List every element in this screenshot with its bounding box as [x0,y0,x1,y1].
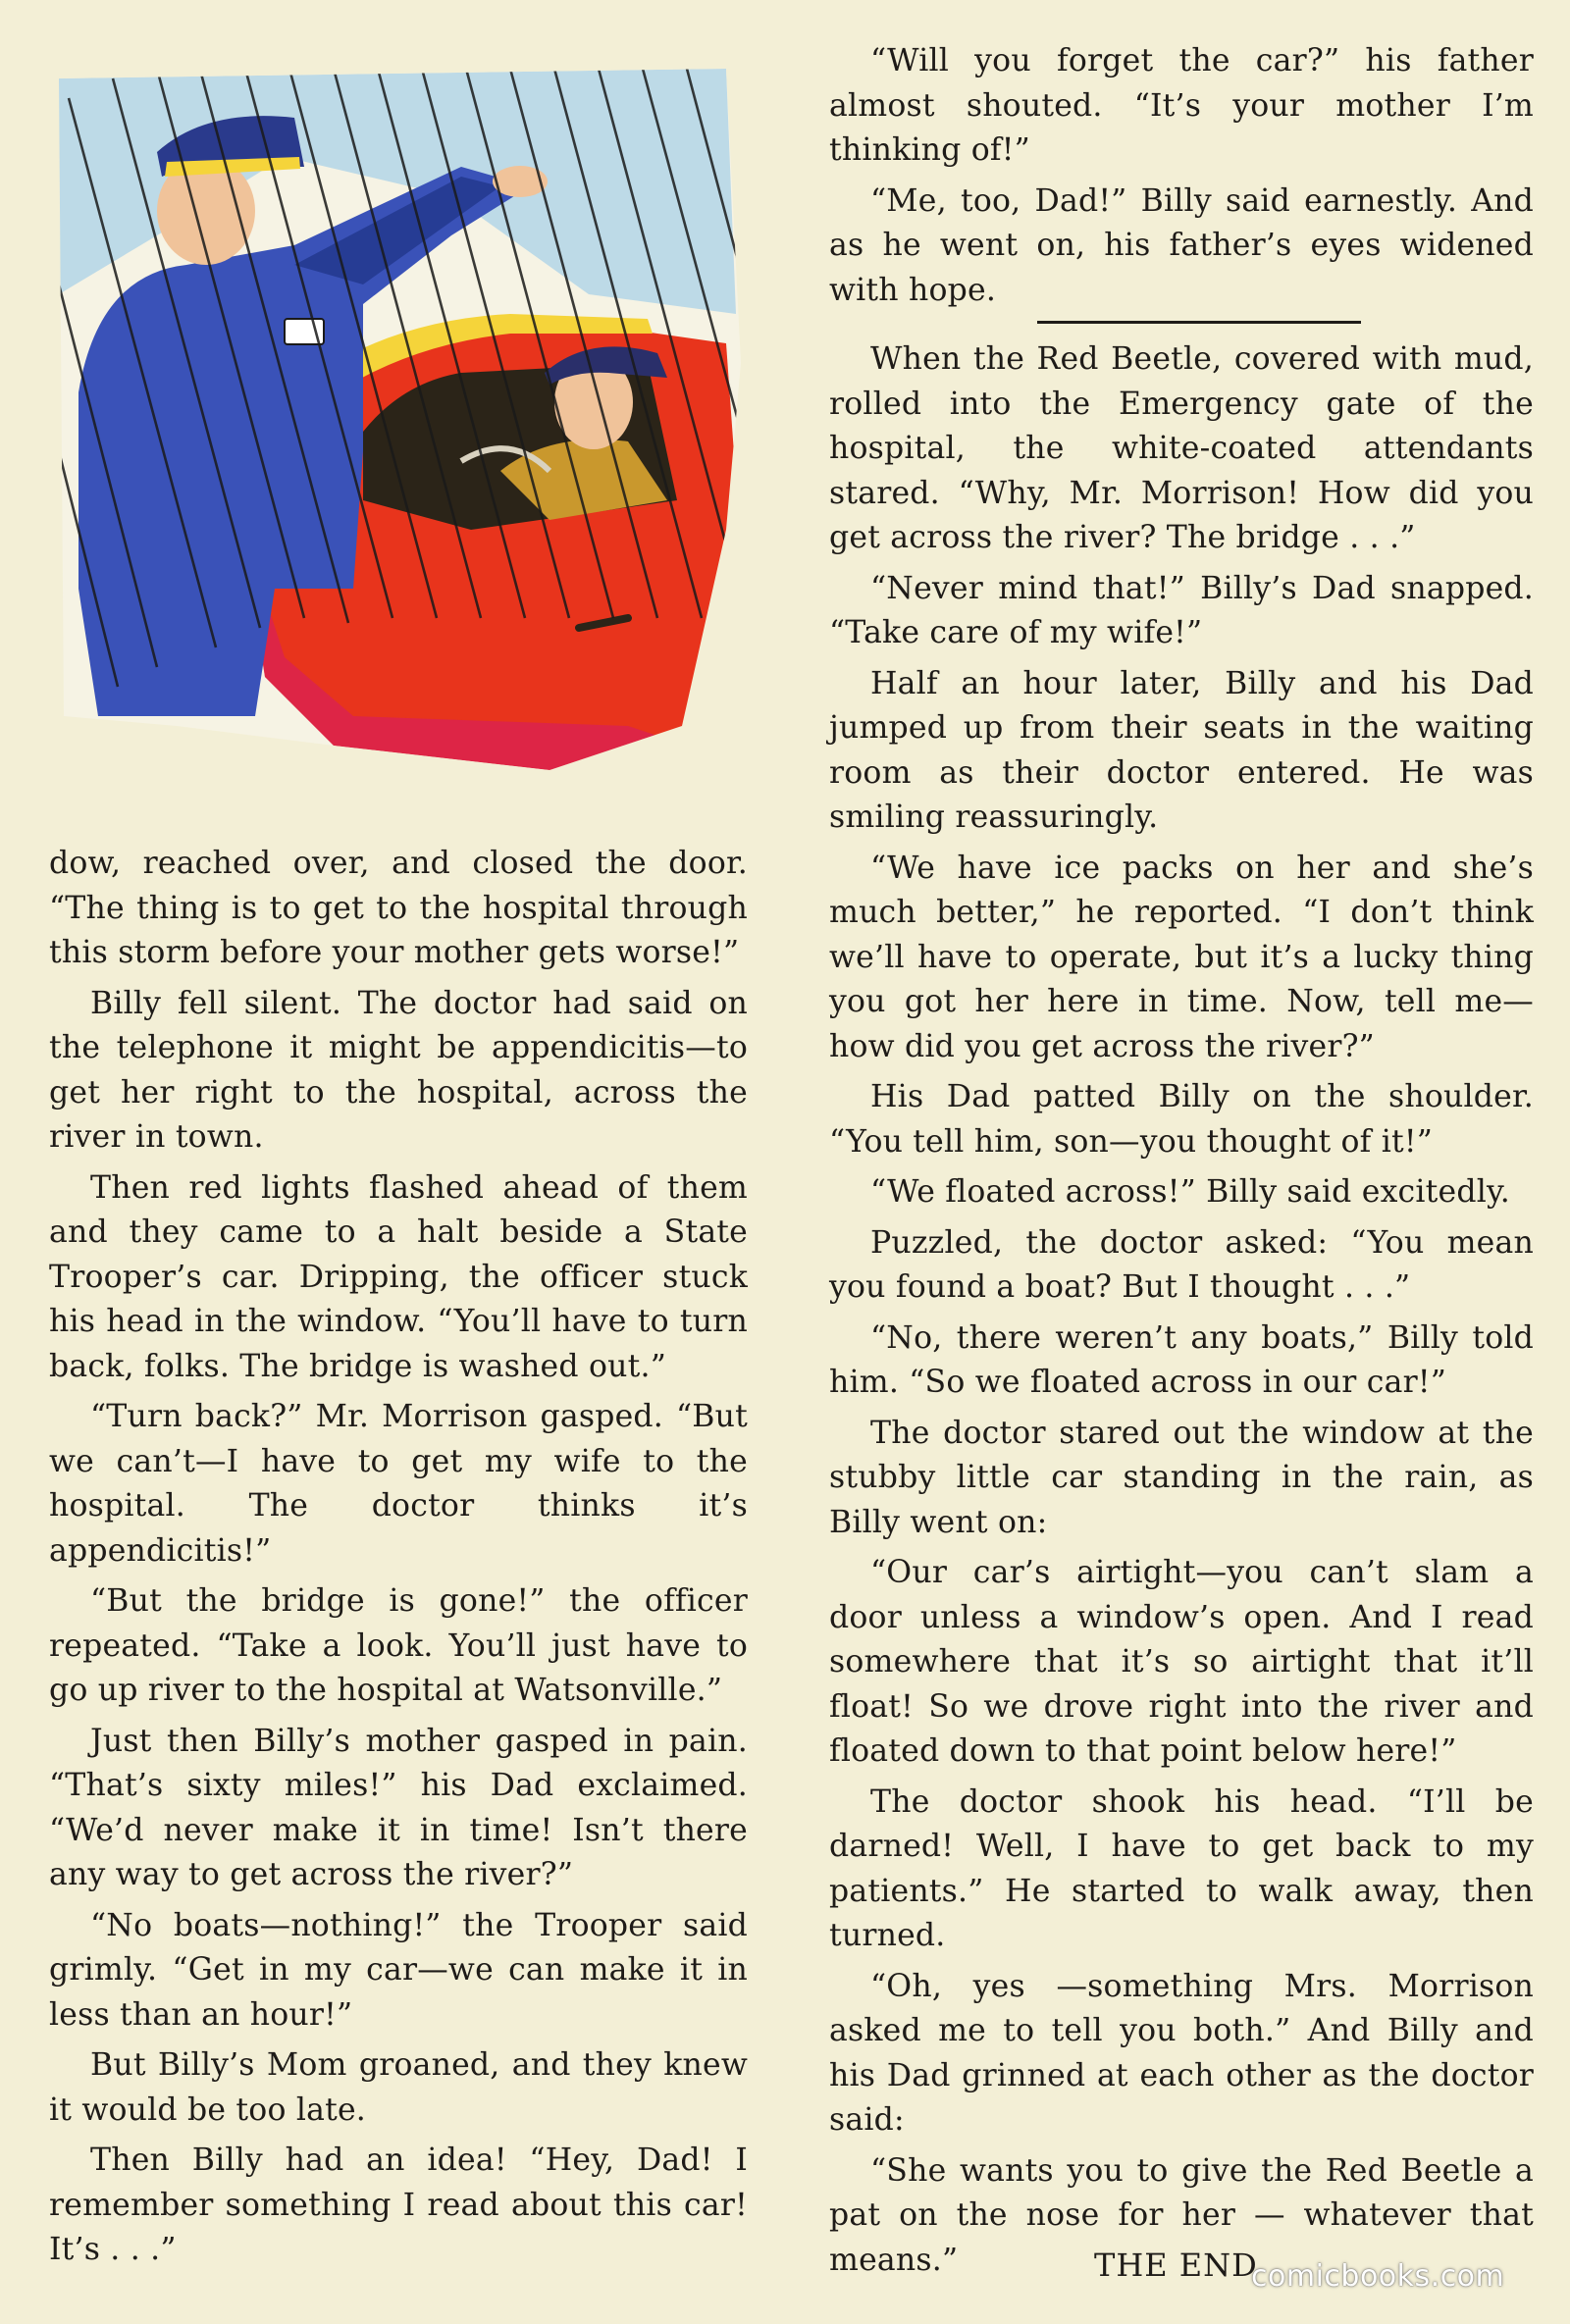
story-paragraph: dow, reached over, and closed the door. “The thing is to get to the hospital through this storm before your mother gets worse!” [49,846,748,970]
story-paragraph: “No, there weren’t any boats,” Billy told him. “So we floated across in our car!” [829,1319,1534,1400]
story-paragraph: The doctor shook his head. “I’ll be darned! Well, I have to get back to my patients.” He started to walk away, then turned. [829,1783,1534,1953]
story-paragraph: When the Red Beetle, covered with mud, rolled into the Emergency gate of the hospital, the white-coated attendants stared. “Why, Mr. Morrison! How did you get across the river? The bridge . . .” [829,341,1534,555]
left-text-column [49,842,748,2279]
story-paragraph: Puzzled, the doctor asked: “You mean you found a boat? But I thought . . .” [829,1224,1534,1305]
story-paragraph: “We have ice packs on her and she’s much better,” he reported. “I don’t think we’ll have to operate, but it’s a lucky thing you got her here in time. Now, tell me— how did you get across the river?” [829,850,1534,1064]
right-text-column-bottom [829,337,1534,2283]
story-paragraph: Just then Billy’s mother gasped in pain. “That’s sixty miles!” his Dad exclaimed. “We’d never make it in time! Isn’t there any way to get across the river?” [49,1723,748,1892]
story-paragraph: “Never mind that!” Billy’s Dad snapped. “Take care of my wife!” [829,570,1534,650]
right-text-column-top [829,39,1534,313]
story-paragraph: “She wants you to give the Red Beetle a pat on the nose for her — whatever that means.” [829,2152,1534,2278]
story-paragraph: “No boats—nothing!” the Trooper said grimly. “Get in my car—we can make it in less than an hour!” [49,1907,748,2033]
story-paragraph: His Dad patted Billy on the shoulder. “You tell him, son—you thought of it!” [829,1079,1534,1160]
story-paragraph: Half an hour later, Billy and his Dad jumped up from their seats in the waiting room as their doctor entered. He was smiling reassuringly. [829,665,1534,835]
story-paragraph: Billy fell silent. The doctor had said on the telephone it might be appendicitis—to get her right to the hospital, across the river in town. [49,985,748,1155]
scene-break-rule [1037,321,1361,324]
story-paragraph: “Our car’s airtight—you can’t slam a door unless a window’s open. And I read somewhere that it’s so airtight that it’ll float! So we drove right into the river and floated down to that point below here!” [829,1555,1534,1769]
story-paragraph: “Will you forget the car?” his father almost shouted. “It’s your mother I’m thinking of!” [829,43,1534,168]
story-paragraph: Then red lights flashed ahead of them and they came to a halt beside a State Trooper’s car. Dripping, the officer stuck his head in the window. “You’ll have to turn back, folks. The bridge is washed out.” [49,1169,748,1384]
story-paragraph: Then Billy had an idea! “Hey, Dad! I remember something I read about this car! It’s . . .” [49,2143,748,2267]
watermark: comicbooks.com [1251,2259,1505,2294]
story-paragraph: “Me, too, Dad!” Billy said earnestly. And as he went on, his father’s eyes widened with hope. [829,182,1534,308]
story-paragraph: “Oh, yes —something Mrs. Morrison asked me to tell you both.” And Billy and his Dad grinned at each other as the doctor said: [829,1968,1534,2138]
story-paragraph: The doctor stared out the window at the stubby little car standing in the rain, as Billy went on: [829,1415,1534,1540]
story-paragraph: But Billy’s Mom groaned, and they knew it would be too late. [49,2047,748,2128]
story-illustration [39,39,770,795]
story-paragraph: “We floated across!” Billy said excitedly. [870,1174,1511,1210]
right-text-column [829,39,1534,2289]
story-paragraph: “Turn back?” Mr. Morrison gasped. “But we can’t—I have to get my wife to the hospital. The doctor thinks it’s appendicitis!” [49,1399,748,1569]
the-end-label: THE END [1094,2247,1258,2284]
story-paragraph: “But the bridge is gone!” the officer repeated. “Take a look. You’ll just have to go up river to the hospital at Watsonville.” [49,1583,748,1708]
